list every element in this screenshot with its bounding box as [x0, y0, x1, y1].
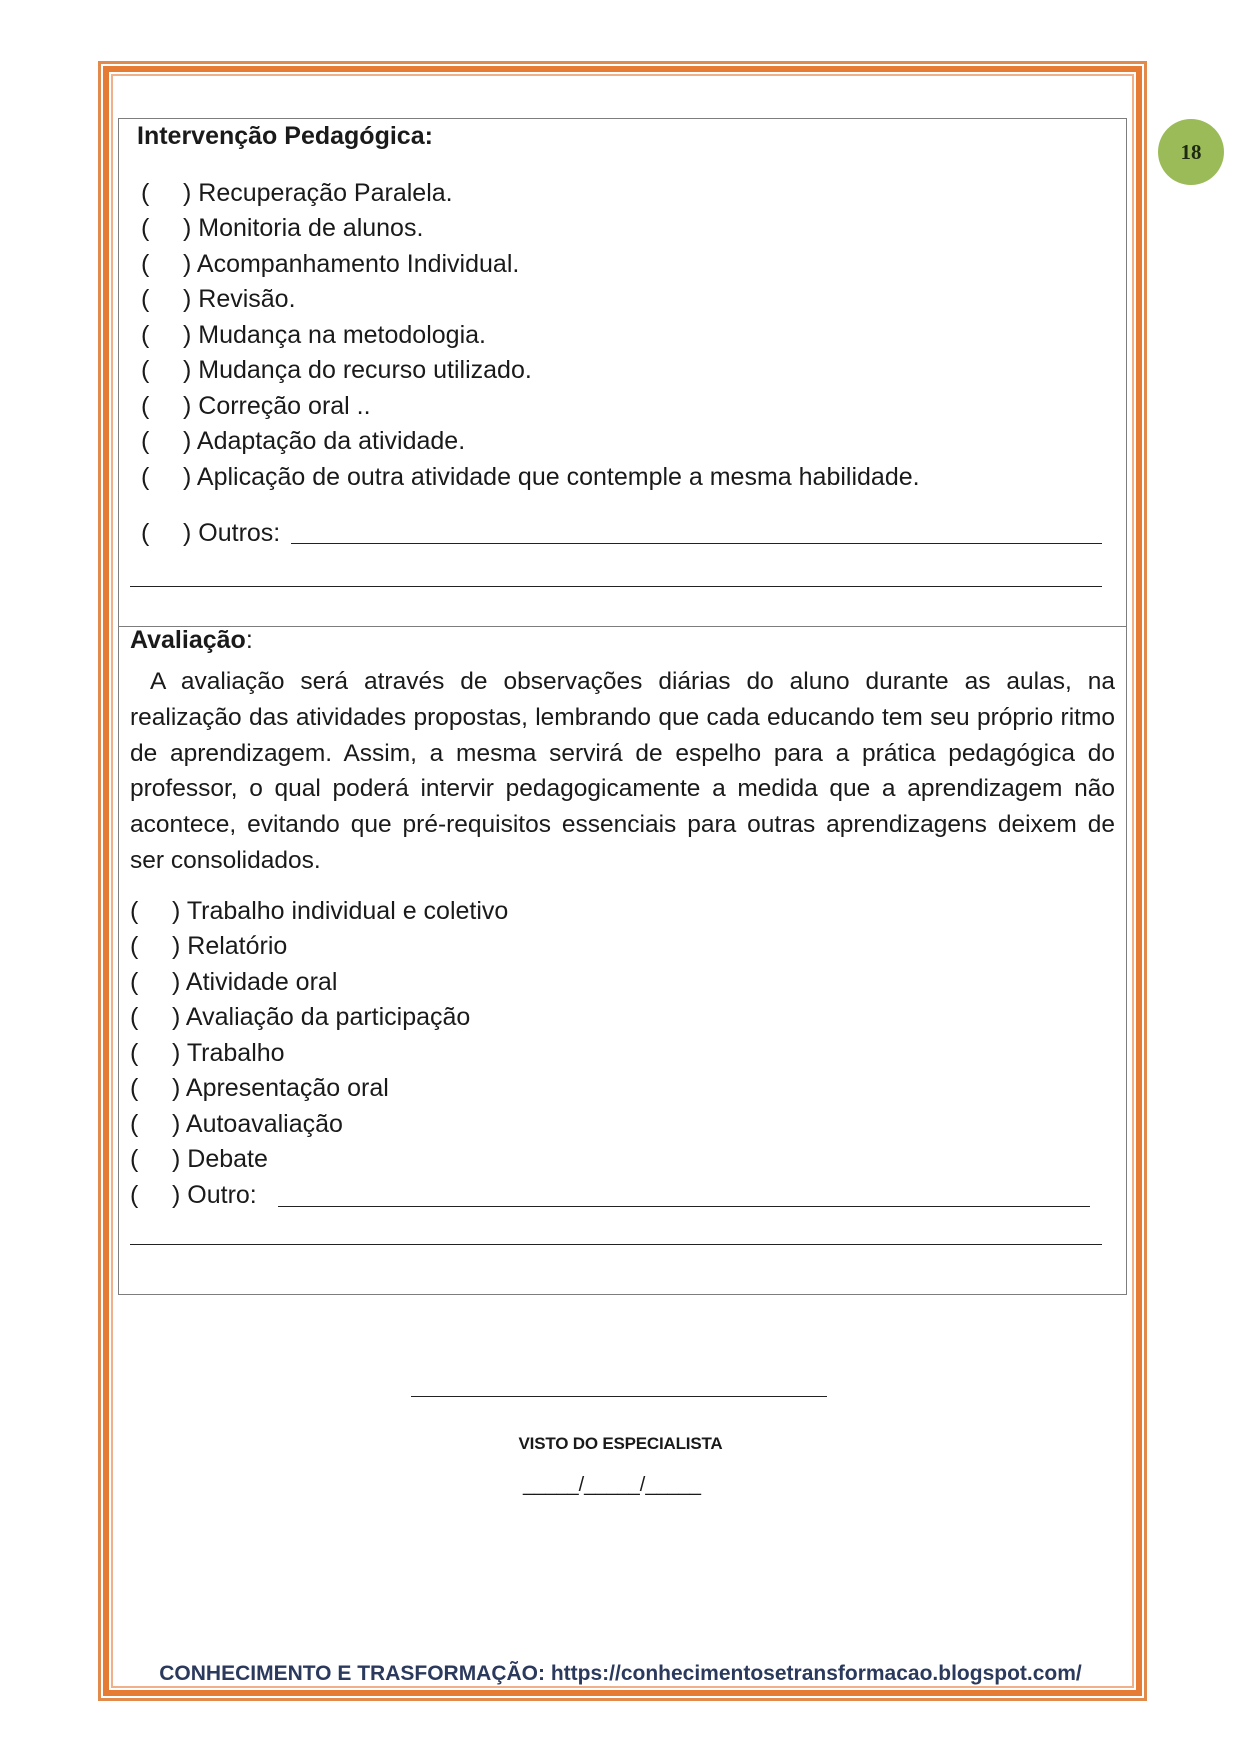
- avaliacao-outro-line[interactable]: [278, 1206, 1090, 1207]
- intervencao-option[interactable]: ( ) Adaptação da atividade.: [141, 427, 466, 455]
- intervencao-option[interactable]: ( ) Aplicação de outra atividade que contemple a mesma habilidade.: [141, 463, 920, 491]
- avaliacao-option[interactable]: ( ) Debate: [130, 1145, 268, 1173]
- avaliacao-option[interactable]: ( ) Avaliação da participação: [130, 1003, 471, 1031]
- intervencao-option[interactable]: ( ) Correção oral ..: [141, 392, 371, 420]
- page-number-badge: 18: [1158, 119, 1224, 185]
- intervencao-outros-option[interactable]: ( ) Outros:: [141, 519, 281, 547]
- avaliacao-option[interactable]: ( ) Autoavaliação: [130, 1110, 343, 1138]
- intervencao-option[interactable]: ( ) Revisão.: [141, 285, 296, 313]
- avaliacao-option[interactable]: ( ) Relatório: [130, 932, 288, 960]
- intervencao-title: Intervenção Pedagógica:: [137, 122, 433, 150]
- avaliacao-option[interactable]: ( ) Trabalho: [130, 1039, 285, 1067]
- avaliacao-option[interactable]: ( ) Atividade oral: [130, 968, 338, 996]
- intervencao-option[interactable]: ( ) Monitoria de alunos.: [141, 214, 424, 242]
- intervencao-option[interactable]: ( ) Acompanhamento Individual.: [141, 250, 520, 278]
- avaliacao-title: Avaliação:: [130, 626, 253, 654]
- avaliacao-outro-option[interactable]: ( ) Outro:: [130, 1181, 257, 1209]
- footer-link[interactable]: CONHECIMENTO E TRASFORMAÇÃO: https://conhecimentosetransformacao.blogspot.com/: [159, 1662, 1082, 1685]
- date-field[interactable]: _____/_____/_____: [523, 1474, 701, 1496]
- avaliacao-option[interactable]: ( ) Apresentação oral: [130, 1074, 389, 1102]
- signature-line[interactable]: [411, 1396, 827, 1397]
- intervencao-extra-line[interactable]: [130, 586, 1102, 587]
- intervencao-option[interactable]: ( ) Recuperação Paralela.: [141, 179, 453, 207]
- avaliacao-extra-line[interactable]: [130, 1244, 1102, 1245]
- avaliacao-text: A avaliação será através de observações diárias do aluno durante as aulas, na realização das atividades propostas, lembrando que cada educando tem seu próprio ritmo de aprendizagem. Assim, a mesma servirá de espelho para a prática pedagógica do professor, o qual poderá intervir pedagogicamente a medida que a aprendizagem não acontece, evitando que pré-requisitos essenciais para outras aprendizagens deixem de ser consolidados.: [130, 668, 1115, 874]
- avaliacao-option[interactable]: ( ) Trabalho individual e coletivo: [130, 897, 509, 925]
- intervencao-outros-line[interactable]: [291, 543, 1102, 544]
- intervencao-option[interactable]: ( ) Mudança do recurso utilizado.: [141, 356, 532, 384]
- signature-label: VISTO DO ESPECIALISTA: [518, 1434, 723, 1453]
- intervencao-option[interactable]: ( ) Mudança na metodologia.: [141, 321, 486, 349]
